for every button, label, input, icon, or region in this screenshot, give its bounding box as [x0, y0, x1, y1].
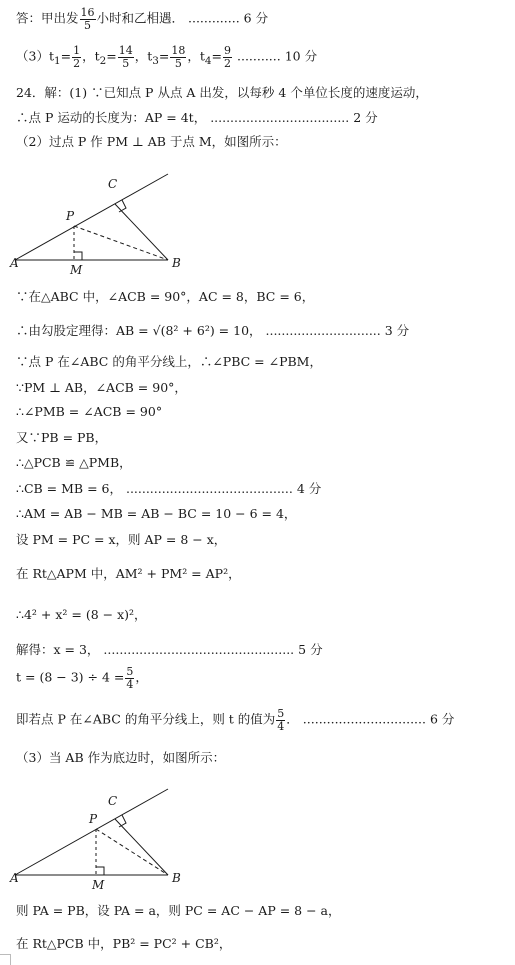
- text: 答：甲出发: [16, 10, 79, 26]
- q24-intro: 24．解：(1) ∵已知点 P 从点 A 出发，以每秒 4 个单位长度的速度运动，: [16, 85, 428, 100]
- denominator: 2: [73, 56, 81, 70]
- leader-dots: ................................................: [103, 642, 295, 657]
- figure-2-triangle: [10, 785, 181, 895]
- part2-intro: （2）过点 P 作 PM ⊥ AB 于点 M，如图所示：: [16, 134, 287, 149]
- text: t = (8 − 3) ÷ 4 =: [16, 669, 125, 685]
- score: 2 分: [353, 110, 378, 125]
- numerator: 5: [277, 707, 285, 720]
- label-b: B: [172, 256, 181, 270]
- part3-intro: （3）当 AB 作为底边时，如图所示：: [16, 750, 226, 765]
- line-pb-dashed: [74, 226, 168, 260]
- page-corner: [0, 954, 11, 965]
- leader-dots: ...........: [237, 48, 281, 64]
- label-b: B: [172, 871, 181, 885]
- right-angle-mark-c: [119, 815, 126, 827]
- score: 5 分: [298, 642, 323, 657]
- score: 6 分: [243, 10, 269, 26]
- label-a: A: [10, 871, 19, 885]
- line-bc: [115, 819, 168, 875]
- am-value: ∴AM = AB − MB = AB − BC = 10 − 6 = 4，: [16, 506, 297, 521]
- triangle-diagram-2: [10, 785, 181, 895]
- rt-pcb: 在 Rt△PCB 中，PB² = PC² + CB²，: [16, 936, 232, 951]
- text: ，t: [82, 48, 100, 64]
- perpendicular-step: ∵PM ⊥ AB，∠ACB = 90°，: [16, 380, 187, 395]
- rt-apm: 在 Rt△APM 中，AM² + PM² = AP²，: [16, 566, 241, 581]
- cb-mb: [16, 483, 321, 496]
- right-angle-mark-m: [74, 252, 82, 260]
- pythagoras-ab: [16, 325, 409, 338]
- line-bc: [115, 204, 168, 260]
- text: ∴点 P 运动的长度为：AP = 4t，: [16, 110, 207, 125]
- text: =: [211, 48, 223, 64]
- denominator: 5: [122, 56, 130, 70]
- bisector-step: ∵点 P 在∠ABC 的角平分线上，∴∠PBC = ∠PBM，: [16, 354, 322, 369]
- solve-x: [16, 644, 323, 657]
- common-side: 又∵PB = PB，: [16, 430, 108, 445]
- score: 10 分: [284, 48, 318, 64]
- fraction: [125, 666, 134, 690]
- part3-times: [16, 45, 317, 69]
- fraction: [276, 708, 285, 732]
- label-p: P: [89, 812, 98, 826]
- line-pb-dashed: [96, 829, 168, 875]
- line-ac-extended: [15, 789, 168, 875]
- fraction: [118, 45, 134, 69]
- label-c: C: [108, 177, 118, 191]
- text: （3）t: [16, 48, 54, 64]
- score: 6 分: [429, 711, 455, 727]
- score: 3 分: [384, 323, 410, 338]
- text: =: [158, 48, 170, 64]
- part2-conclusion: [16, 708, 454, 732]
- label-p: P: [66, 209, 75, 223]
- text: 解得：x = 3，: [16, 642, 100, 657]
- text: ∴由勾股定理得：AB = √(8² + 6²) = 10，: [16, 323, 262, 338]
- ap-length: [16, 112, 378, 125]
- label-m: M: [70, 263, 83, 277]
- leader-dots: .............................: [265, 323, 381, 338]
- numerator: 9: [224, 44, 232, 57]
- set-x: 设 PM = PC = x，则 AP = 8 − x，: [16, 532, 227, 547]
- figure-1-triangle: [10, 170, 181, 280]
- given-triangle: ∵在△ABC 中，∠ACB = 90°，AC = 8，BC = 6，: [16, 289, 315, 304]
- denominator: 5: [174, 56, 182, 70]
- numerator: 18: [171, 44, 186, 57]
- label-m: M: [92, 878, 105, 892]
- text: ．: [286, 711, 299, 727]
- set-a: 则 PA = PB，设 PA = a，则 PC = AC − AP = 8 − a，: [16, 903, 341, 918]
- line-ac-extended: [15, 174, 168, 260]
- t-value: [16, 666, 148, 690]
- denominator: 4: [277, 719, 285, 733]
- text: ，t: [187, 48, 205, 64]
- text: 小时和乙相遇．: [96, 10, 185, 26]
- equation-x: ∴4² + x² = (8 − x)²，: [16, 607, 147, 622]
- subscript: 2: [99, 55, 107, 68]
- text: 即若点 P 在∠ABC 的角平分线上，则 t 的值为: [16, 711, 276, 727]
- label-a: A: [10, 256, 19, 270]
- congruence: ∴△PCB ≌ △PMB，: [16, 455, 132, 470]
- numerator: 1: [73, 44, 81, 57]
- text: =: [106, 48, 117, 64]
- leader-dots: .............: [188, 10, 240, 26]
- subscript: 1: [53, 55, 61, 68]
- fraction: [80, 7, 96, 31]
- numerator: 14: [118, 44, 133, 57]
- text: =: [60, 48, 72, 64]
- leader-dots: ...............................: [302, 711, 426, 727]
- leader-dots: ...................................: [210, 110, 350, 125]
- text: ∴CB = MB = 6，: [16, 481, 122, 496]
- fraction: [72, 45, 81, 69]
- fraction: [223, 45, 232, 69]
- angle-equality: ∴∠PMB = ∠ACB = 90°: [16, 404, 163, 419]
- triangle-diagram-1: [10, 170, 181, 280]
- label-c: C: [108, 794, 118, 808]
- fraction: [170, 45, 186, 69]
- numerator: 16: [80, 6, 95, 19]
- denominator: 2: [224, 56, 232, 70]
- score: 4 分: [296, 481, 322, 496]
- text: ，: [135, 669, 148, 685]
- subscript: 4: [204, 55, 212, 68]
- answer-meeting-time: [16, 7, 268, 31]
- denominator: 4: [126, 677, 134, 691]
- right-angle-mark-c: [119, 200, 126, 212]
- subscript: 3: [152, 55, 159, 68]
- numerator: 5: [126, 665, 134, 678]
- denominator: 5: [84, 18, 92, 32]
- leader-dots: ..........................................: [125, 481, 293, 496]
- text: ，t: [134, 48, 153, 64]
- right-angle-mark-m: [96, 867, 104, 875]
